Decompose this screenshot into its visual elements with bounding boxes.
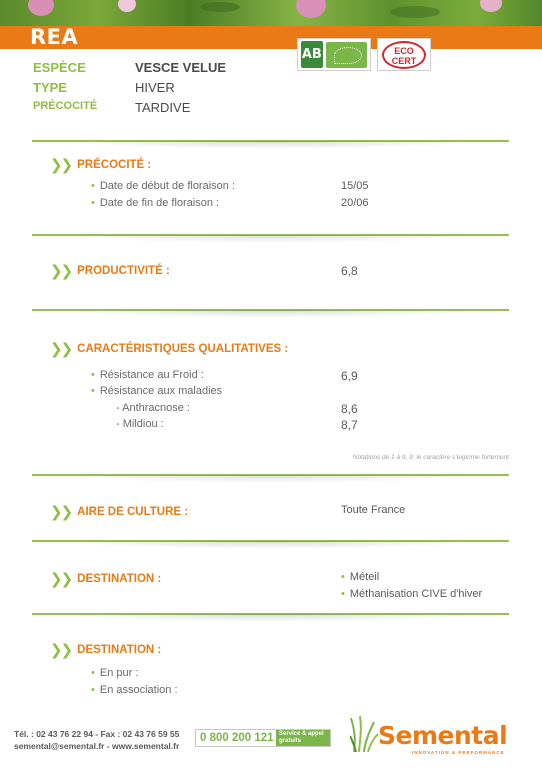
productivite-section-title bbox=[50, 262, 170, 280]
aire-value: Toute France bbox=[341, 504, 406, 516]
double-chevron-icon: ❯❯ bbox=[50, 156, 72, 174]
section-label: PRODUCTIVITÉ : bbox=[77, 265, 170, 277]
list-item: • Date de début de floraison : bbox=[91, 180, 236, 192]
section-label: CARACTÉRISTIQUES QUALITATIVES : bbox=[77, 343, 289, 355]
productivite-value: 6,8 bbox=[341, 264, 358, 278]
qualitatives-section-title bbox=[50, 340, 288, 358]
phone-tag: Service & appel gratuits bbox=[276, 730, 330, 746]
type-label: TYPE bbox=[33, 80, 67, 95]
list-item: • En association : bbox=[91, 684, 178, 696]
list-item: • Date de fin de floraison : bbox=[91, 197, 220, 209]
precocite-section-title bbox=[50, 156, 151, 174]
row-value: 8,6 bbox=[341, 402, 358, 416]
row-value: 20/06 bbox=[341, 197, 369, 209]
double-chevron-icon: ❯❯ bbox=[50, 503, 72, 521]
precocite-label: PRÉCOCITÉ bbox=[33, 100, 98, 112]
row-label: Résistance aux maladies bbox=[99, 385, 223, 397]
precocite-value: TARDIVE bbox=[135, 100, 191, 115]
double-chevron-icon: ❯❯ bbox=[50, 570, 72, 588]
rating-note: Notations de 1 à 9, 9: le caractère s'exprime fortement bbox=[352, 454, 509, 461]
list-subitem: - Anthracnose : bbox=[116, 402, 190, 414]
brand-name: Semental bbox=[378, 721, 508, 750]
section-divider bbox=[32, 540, 509, 542]
ab-organic-logo bbox=[297, 38, 371, 71]
double-chevron-icon: ❯❯ bbox=[50, 340, 72, 358]
grass-icon bbox=[350, 714, 378, 752]
row-value: 6,9 bbox=[341, 369, 358, 383]
section-label: PRÉCOCITÉ : bbox=[77, 159, 152, 171]
destination-section-title bbox=[50, 570, 161, 588]
aire-section-title bbox=[50, 503, 188, 521]
row-value: 15/05 bbox=[341, 180, 369, 192]
ecocert-line2: CERT bbox=[391, 55, 417, 66]
section-label: DESTINATION : bbox=[77, 573, 162, 585]
item-label: Méthanisation CIVE d'hiver bbox=[349, 588, 483, 600]
eu-organic-leaf-icon bbox=[326, 42, 367, 68]
list-item: • En pur : bbox=[91, 667, 139, 679]
item-label: En pur : bbox=[99, 667, 139, 679]
ecocert-line1: ECO bbox=[394, 45, 414, 56]
section-divider bbox=[32, 140, 509, 142]
espece-value: VESCE VELUE bbox=[135, 60, 227, 75]
ab-badge: AB bbox=[301, 41, 323, 68]
list-item: • Méthanisation CIVE d'hiver bbox=[341, 588, 483, 600]
title-bar bbox=[0, 26, 542, 49]
destination-section-title bbox=[50, 641, 161, 659]
row-label: Résistance au Froid : bbox=[99, 369, 204, 381]
variety-title: REA bbox=[30, 25, 79, 49]
item-label: Méteil bbox=[349, 571, 380, 583]
section-divider bbox=[32, 234, 509, 236]
header-photo bbox=[0, 0, 542, 26]
item-label: En association : bbox=[99, 684, 178, 696]
list-subitem: - Mildiou : bbox=[116, 418, 164, 430]
brand-tagline: INNOVATION & PERFORMANCE bbox=[412, 750, 505, 755]
ecocert-ring bbox=[382, 41, 426, 69]
list-item: • Résistance aux maladies bbox=[91, 385, 223, 397]
section-label: AIRE DE CULTURE : bbox=[77, 506, 189, 518]
row-value: 8,7 bbox=[341, 418, 358, 432]
free-phone-badge[interactable] bbox=[195, 729, 331, 747]
section-divider bbox=[32, 474, 509, 476]
footer-contact-phone: Tél. : 02 43 76 22 94 - Fax : 02 43 76 59 55 bbox=[14, 729, 180, 739]
list-item: • Résistance au Froid : bbox=[91, 369, 204, 381]
espece-label: ESPÈCE bbox=[33, 60, 86, 75]
double-chevron-icon: ❯❯ bbox=[50, 641, 72, 659]
footer-contact-email[interactable]: semental@semental.fr - www.semental.fr bbox=[14, 741, 180, 751]
row-label: Date de fin de floraison : bbox=[99, 197, 220, 209]
phone-number: 0 800 200 121 bbox=[200, 732, 274, 744]
list-item: • Méteil bbox=[341, 571, 380, 583]
row-label: Date de début de floraison : bbox=[99, 180, 236, 192]
section-label: DESTINATION : bbox=[77, 644, 162, 656]
ecocert-logo bbox=[377, 38, 431, 71]
double-chevron-icon: ❯❯ bbox=[50, 262, 72, 280]
section-divider bbox=[32, 613, 509, 615]
type-value: HIVER bbox=[135, 80, 175, 95]
section-divider bbox=[32, 309, 509, 311]
semental-logo bbox=[350, 714, 510, 758]
